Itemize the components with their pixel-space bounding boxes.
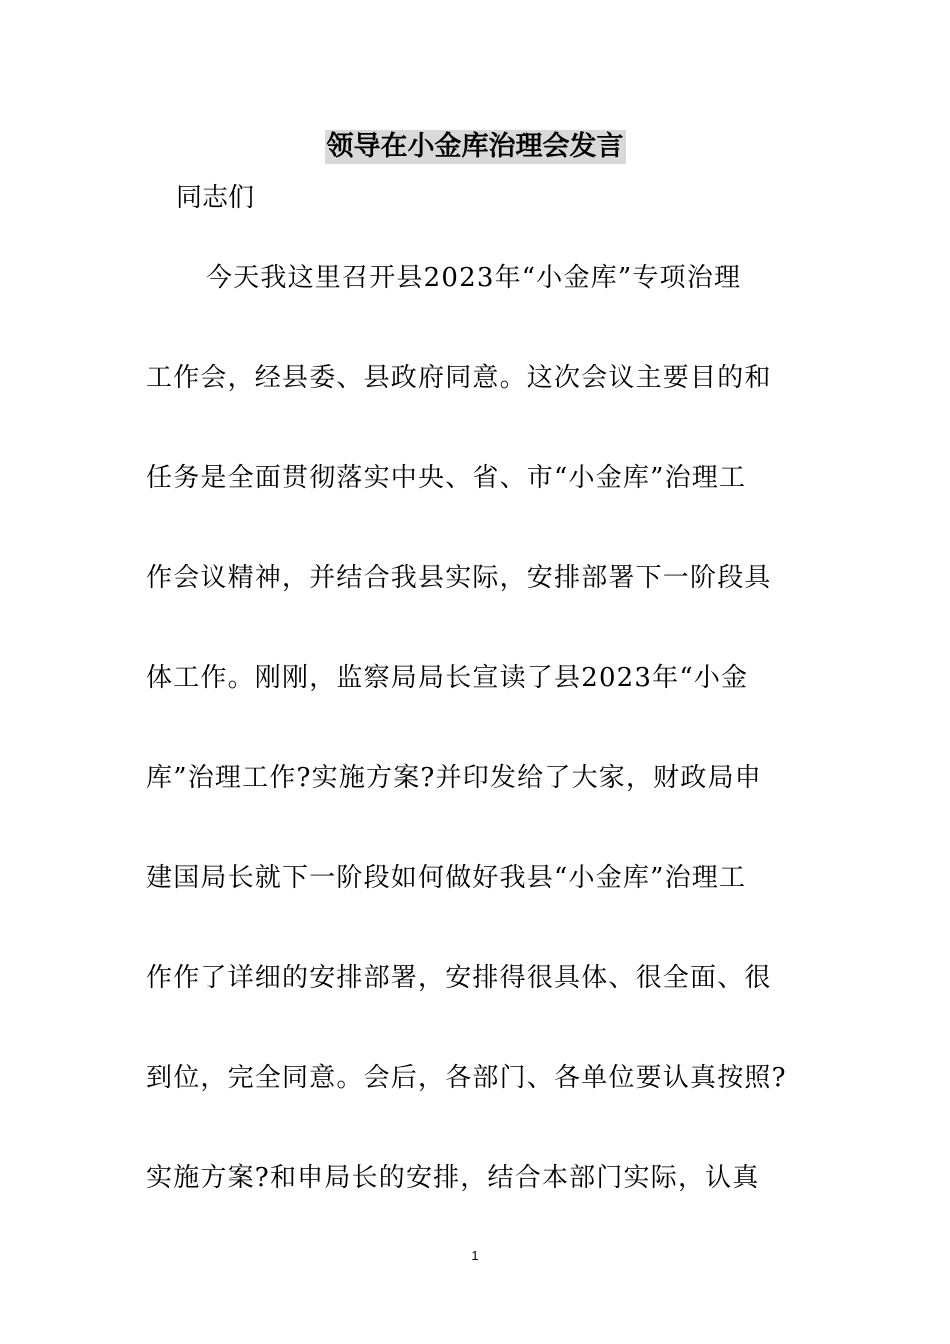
- document-title: 领导在小金库治理会发言: [326, 131, 624, 162]
- body-line: 作作了详细的安排部署，安排得很具体、很全面、很: [146, 963, 772, 993]
- page-number: 1: [471, 1248, 479, 1263]
- salutation: 同志们: [176, 183, 255, 213]
- body-line: 任务是全面贯彻落实中央、省、市“小金库”治理工: [146, 463, 747, 493]
- body-line: 实施方案?和申局长的安排，结合本部门实际，认真: [146, 1163, 760, 1193]
- body-line: 工作会，经县委、县政府同意。这次会议主要目的和: [146, 363, 772, 393]
- body-line: 作会议精神，并结合我县实际，安排部署下一阶段具: [146, 563, 772, 593]
- body-line: 今天我这里召开县2023年“小金库”专项治理: [206, 263, 742, 293]
- body-line: 体工作。刚刚，监察局局长宣读了县2023年“小金: [146, 663, 749, 693]
- body-line: 建国局长就下一阶段如何做好我县“小金库”治理工: [146, 863, 747, 893]
- body-line: 库”治理工作?实施方案?并印发给了大家，财政局申: [146, 763, 762, 793]
- body-line: 到位，完全同意。会后，各部门、各单位要认真按照?: [146, 1063, 787, 1093]
- title-container: [0, 130, 950, 164]
